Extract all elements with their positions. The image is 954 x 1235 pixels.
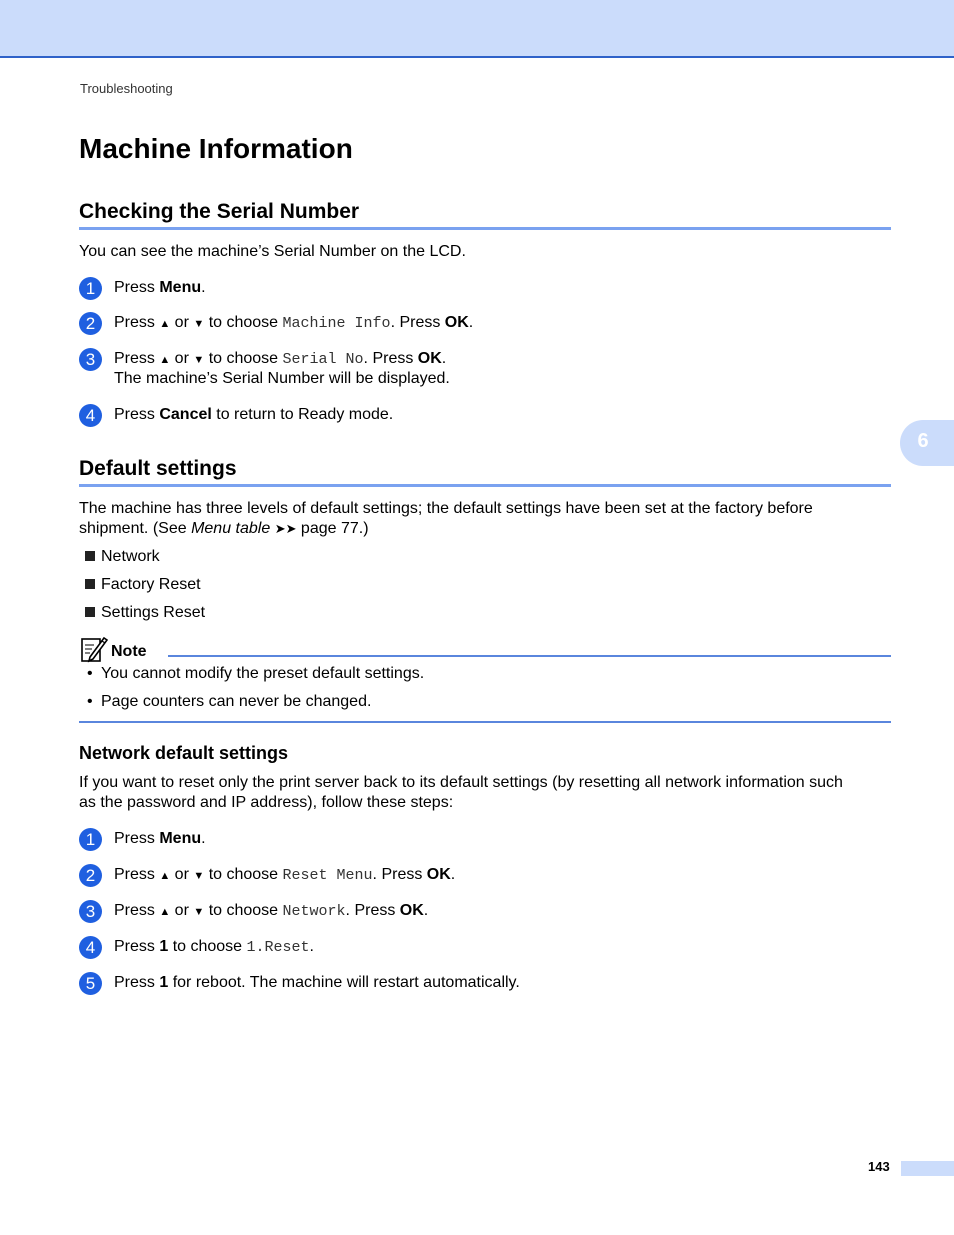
step-number-badge: 3: [79, 900, 102, 923]
note-pencil-icon: [80, 635, 108, 663]
up-arrow-icon: ▲: [159, 318, 171, 330]
step-number-badge: 1: [79, 277, 102, 300]
step-number-badge: 4: [79, 404, 102, 427]
serial-intro: You can see the machine’s Serial Number on the LCD.: [79, 243, 466, 260]
lcd-text: Serial No: [282, 351, 364, 368]
down-arrow-icon: ▼: [193, 870, 205, 882]
step-number-badge: 2: [79, 312, 102, 335]
up-arrow-icon: ▲: [159, 354, 171, 366]
square-bullet-icon: [85, 579, 95, 589]
key-cancel: Cancel: [159, 406, 212, 423]
step-number-badge: 3: [79, 348, 102, 371]
note-rule-bottom: [79, 721, 891, 723]
footer-band: [901, 1161, 954, 1176]
section-rule: [79, 484, 891, 487]
lcd-text: Machine Info: [282, 315, 391, 332]
cross-reference: Menu table: [191, 520, 271, 537]
down-arrow-icon: ▼: [193, 354, 205, 366]
note-rule: [168, 655, 891, 657]
note-item: • Page counters can never be changed.: [87, 693, 372, 710]
running-head: Troubleshooting: [80, 81, 173, 96]
note-label: Note: [111, 643, 147, 660]
list-item: Settings Reset: [85, 603, 205, 623]
network-intro: If you want to reset only the print server back to its default settings (by resetting all network information such as the password and IP address), follow these steps:: [79, 774, 843, 811]
list-item: Factory Reset: [85, 575, 201, 595]
section-heading-defaults: Default settings: [79, 457, 237, 480]
page-number: 143: [868, 1159, 890, 1174]
key-menu: Menu: [159, 830, 202, 847]
defaults-intro: The machine has three levels of default settings; the default settings have been set at the factory before shipment. (See Menu table ➤➤ page 77.): [79, 500, 813, 537]
key-menu: Menu: [159, 279, 202, 296]
step-number-badge: 4: [79, 936, 102, 959]
step-number-badge: 2: [79, 864, 102, 887]
up-arrow-icon: ▲: [159, 870, 171, 882]
up-arrow-icon: ▲: [159, 906, 171, 918]
step-result: The machine’s Serial Number will be displayed.: [114, 370, 450, 387]
note-item: • You cannot modify the preset default settings.: [87, 665, 425, 682]
section-rule: [79, 227, 891, 230]
down-arrow-icon: ▼: [193, 318, 205, 330]
header-band: [0, 0, 954, 58]
down-arrow-icon: ▼: [193, 906, 205, 918]
list-item: Network: [85, 547, 160, 567]
double-arrow-icon: ➤➤: [274, 521, 297, 536]
square-bullet-icon: [85, 607, 95, 617]
page-title: Machine Information: [79, 133, 353, 164]
square-bullet-icon: [85, 551, 95, 561]
chapter-tab: 6: [900, 420, 954, 466]
lcd-text: 1.Reset: [246, 939, 310, 956]
subsection-heading-network: Network default settings: [79, 743, 289, 763]
section-heading-serial: Checking the Serial Number: [79, 200, 360, 223]
lcd-text: Network: [282, 903, 346, 920]
lcd-text: Reset Menu: [282, 867, 373, 884]
step-number-badge: 5: [79, 972, 102, 995]
step-number-badge: 1: [79, 828, 102, 851]
